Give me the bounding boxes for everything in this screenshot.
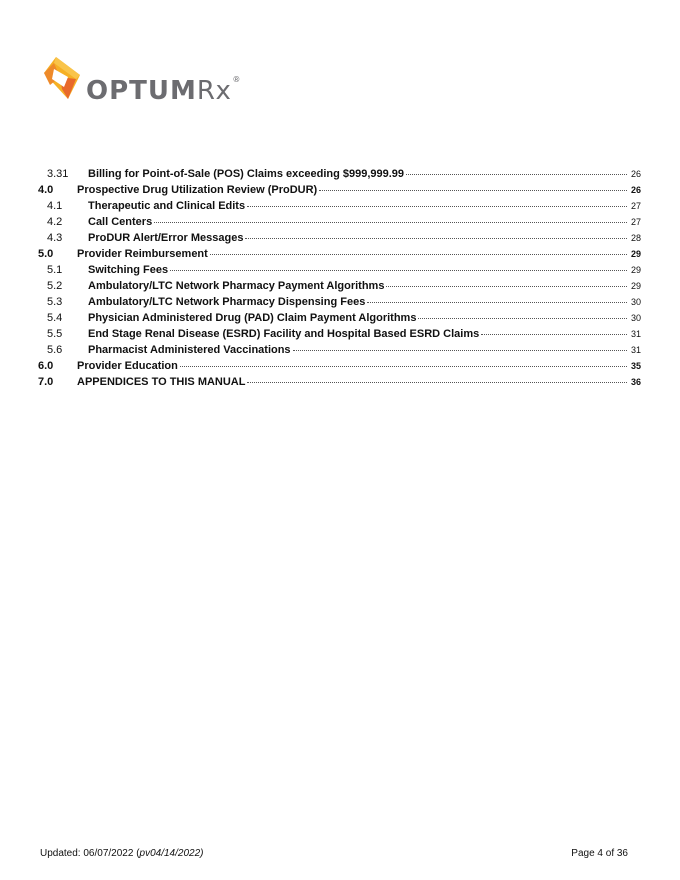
toc-number: 5.2 bbox=[47, 280, 63, 292]
toc-entry[interactable] bbox=[38, 280, 641, 296]
updated-version: pv04/14/2022) bbox=[139, 848, 204, 859]
toc-number: 7.0 bbox=[38, 376, 54, 388]
toc-leader-dots bbox=[245, 237, 627, 239]
toc-entry[interactable] bbox=[38, 312, 641, 328]
toc-title[interactable]: Provider Reimbursement bbox=[77, 248, 208, 260]
page-number: Page 4 of 36 bbox=[571, 848, 628, 859]
updated-prefix: Updated: 06/07/2022 ( bbox=[40, 848, 140, 859]
toc-title[interactable]: Call Centers bbox=[88, 216, 153, 228]
toc-page: 36 bbox=[630, 377, 641, 387]
updated-date bbox=[40, 848, 203, 859]
toc-number: 6.0 bbox=[38, 360, 54, 372]
toc-number: 5.1 bbox=[47, 264, 63, 276]
toc-leader-dots bbox=[247, 381, 627, 383]
toc-page: 30 bbox=[630, 297, 641, 307]
toc-leader-dots bbox=[154, 221, 627, 223]
toc-title[interactable]: Provider Education bbox=[77, 360, 178, 372]
toc-entry[interactable] bbox=[38, 200, 641, 216]
toc-entry[interactable] bbox=[38, 184, 641, 200]
toc-entry[interactable] bbox=[38, 376, 641, 392]
toc-leader-dots bbox=[406, 173, 627, 175]
logo-rx: Rx bbox=[196, 76, 232, 106]
toc-entry[interactable] bbox=[38, 344, 641, 360]
toc-leader-dots bbox=[367, 301, 627, 303]
toc-entry[interactable] bbox=[38, 248, 641, 264]
logo-wordmark bbox=[86, 75, 241, 106]
toc-number: 4.0 bbox=[38, 184, 54, 196]
table-of-contents bbox=[38, 168, 641, 392]
toc-entry[interactable] bbox=[38, 328, 641, 344]
toc-number: 5.4 bbox=[47, 312, 63, 324]
toc-page: 28 bbox=[630, 233, 641, 243]
toc-title[interactable]: ProDUR Alert/Error Messages bbox=[88, 232, 244, 244]
toc-page: 31 bbox=[630, 329, 641, 339]
page-footer bbox=[40, 848, 628, 859]
toc-title[interactable]: Pharmacist Administered Vaccinations bbox=[88, 344, 291, 356]
toc-page: 29 bbox=[630, 281, 641, 291]
toc-leader-dots bbox=[180, 365, 627, 367]
toc-page: 29 bbox=[630, 265, 641, 275]
toc-entry[interactable] bbox=[38, 264, 641, 280]
logo-optum: OPTUM bbox=[86, 76, 197, 106]
toc-title[interactable]: Physician Administered Drug (PAD) Claim Payment Algorithms bbox=[88, 312, 417, 324]
toc-page: 29 bbox=[630, 249, 641, 259]
toc-entry[interactable] bbox=[38, 360, 641, 376]
optumrx-logo bbox=[40, 55, 241, 104]
toc-leader-dots bbox=[170, 269, 627, 271]
toc-title[interactable]: Billing for Point-of-Sale (POS) Claims exceeding $999,999.99 bbox=[88, 168, 405, 180]
toc-title[interactable]: Therapeutic and Clinical Edits bbox=[88, 200, 246, 212]
toc-title[interactable]: Ambulatory/LTC Network Pharmacy Payment Algorithms bbox=[88, 280, 385, 292]
toc-title[interactable]: Ambulatory/LTC Network Pharmacy Dispensing Fees bbox=[88, 296, 366, 308]
toc-leader-dots bbox=[247, 205, 627, 207]
toc-entry[interactable] bbox=[38, 216, 641, 232]
optum-diamond-icon bbox=[40, 55, 82, 101]
toc-number: 5.3 bbox=[47, 296, 63, 308]
toc-page: 27 bbox=[630, 217, 641, 227]
toc-number: 5.6 bbox=[47, 344, 63, 356]
toc-leader-dots bbox=[210, 253, 627, 255]
toc-page: 26 bbox=[630, 185, 641, 195]
toc-leader-dots bbox=[293, 349, 627, 351]
toc-number: 4.1 bbox=[47, 200, 63, 212]
toc-entry[interactable] bbox=[38, 232, 641, 248]
toc-entry[interactable] bbox=[38, 296, 641, 312]
toc-leader-dots bbox=[418, 317, 627, 319]
toc-page: 30 bbox=[630, 313, 641, 323]
toc-page: 31 bbox=[630, 345, 641, 355]
toc-entry[interactable] bbox=[38, 168, 641, 184]
toc-leader-dots bbox=[319, 189, 627, 191]
toc-number: 4.3 bbox=[47, 232, 63, 244]
toc-page: 35 bbox=[630, 361, 641, 371]
toc-page: 27 bbox=[630, 201, 641, 211]
toc-title[interactable]: Switching Fees bbox=[88, 264, 169, 276]
toc-leader-dots bbox=[481, 333, 627, 335]
toc-number: 5.5 bbox=[47, 328, 63, 340]
registered-mark: ® bbox=[232, 75, 241, 84]
toc-number: 4.2 bbox=[47, 216, 63, 228]
toc-page: 26 bbox=[630, 169, 641, 179]
toc-leader-dots bbox=[386, 285, 627, 287]
toc-title[interactable]: End Stage Renal Disease (ESRD) Facility and Hospital Based ESRD Claims bbox=[88, 328, 480, 340]
toc-number: 5.0 bbox=[38, 248, 54, 260]
toc-number: 3.31 bbox=[47, 168, 69, 180]
toc-title[interactable]: APPENDICES TO THIS MANUAL bbox=[77, 376, 246, 388]
toc-title[interactable]: Prospective Drug Utilization Review (ProDUR) bbox=[77, 184, 318, 196]
